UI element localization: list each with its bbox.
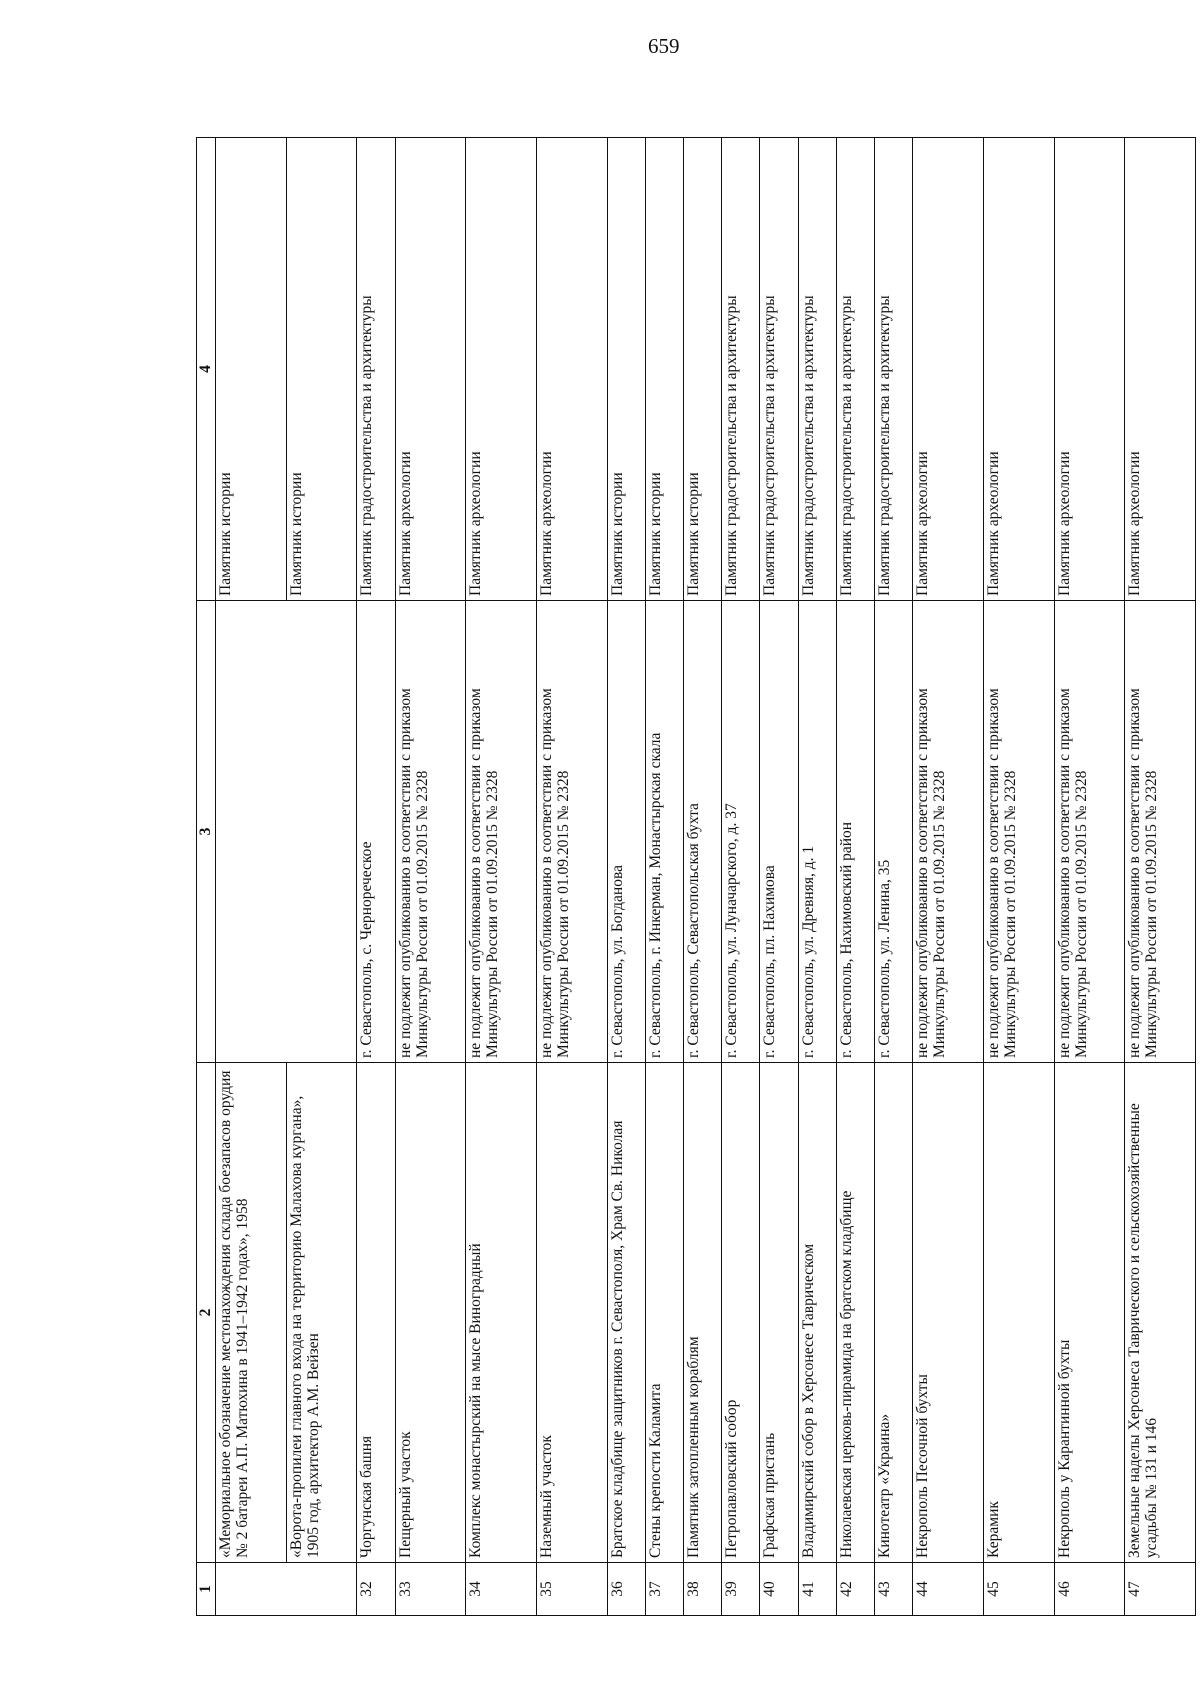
object-name-cell: Кинотеатр «Украина» (874, 1063, 912, 1563)
object-name-cell: Комплекс монастырский на мысе Виноградный (466, 1063, 537, 1563)
row-number-cell: 37 (645, 1563, 683, 1616)
table-row (722, 138, 760, 1616)
monuments-table (196, 137, 1196, 1616)
header-row (197, 138, 216, 1616)
address-cell: не подлежит опубликованию в соответствии с приказом Минкультуры России от 01.09.2015 № 2328 (1054, 601, 1125, 1063)
object-name-cell: Братское кладбище защитников г. Севастополя, Храм Св. Николая (607, 1063, 645, 1563)
object-name-cell: Пещерный участок (395, 1063, 466, 1563)
address-cell: г. Севастополь, с. Чернореческое (357, 601, 395, 1063)
row-number-cell: 44 (913, 1563, 984, 1616)
category-cell: Памятник истории (216, 138, 287, 601)
header-col-2: 2 (197, 1063, 216, 1563)
table-row (683, 138, 721, 1616)
category-cell: Памятник истории (286, 138, 357, 601)
object-name-cell: Земельные наделы Херсонеса Таврического и сельскохозяйственные усадьбы № 131 и 146 (1125, 1063, 1196, 1563)
row-number-cell: 47 (1125, 1563, 1196, 1616)
address-cell: не подлежит опубликованию в соответствии с приказом Минкультуры России от 01.09.2015 № 2328 (913, 601, 984, 1063)
table-row (836, 138, 874, 1616)
row-number-cell: 41 (798, 1563, 836, 1616)
address-cell: г. Севастополь, ул. Ленина, 35 (874, 601, 912, 1063)
row-number-cell: 35 (536, 1563, 607, 1616)
object-name-cell: Стены крепости Каламита (645, 1063, 683, 1563)
header-col-1: 1 (197, 1563, 216, 1616)
category-cell: Памятник градостроительства и архитектуры (722, 138, 760, 601)
object-name-cell: «Мемориальное обозначение местонахождения склада боезапасов орудия № 2 батареи А.П. Матюхина в 1941–1942 годах», 1958 (216, 1063, 287, 1563)
address-cell: г. Севастополь, пл. Нахимова (760, 601, 798, 1063)
category-cell: Памятник градостроительства и архитектуры (760, 138, 798, 601)
address-cell: г. Севастополь, Севастопольская бухта (683, 601, 721, 1063)
category-cell: Памятник истории (607, 138, 645, 601)
table-row (1125, 138, 1196, 1616)
table-row (798, 138, 836, 1616)
object-name-cell: Владимирский собор в Херсонесе Таврическом (798, 1063, 836, 1563)
object-name-cell: «Ворота-пропилеи главного входа на территорию Малахова кургана», 1905 год, архитектор А.М. Вейзен (286, 1063, 357, 1563)
category-cell: Памятник истории (683, 138, 721, 601)
table-body (216, 138, 1196, 1616)
table-row (395, 138, 466, 1616)
category-cell: Памятник градостроительства и архитектуры (798, 138, 836, 601)
object-name-cell: Петропавловский собор (722, 1063, 760, 1563)
table-row (536, 138, 607, 1616)
address-cell: г. Севастополь, ул. Древняя, д. 1 (798, 601, 836, 1063)
row-number-cell: 36 (607, 1563, 645, 1616)
category-cell: Памятник археологии (1054, 138, 1125, 601)
row-number-cell (216, 1563, 357, 1616)
object-name-cell: Николаевская церковь-пирамида на братском кладбище (836, 1063, 874, 1563)
row-number-cell: 33 (395, 1563, 466, 1616)
row-number-cell: 40 (760, 1563, 798, 1616)
header-col-4: 4 (197, 138, 216, 601)
table-row (1054, 138, 1125, 1616)
header-col-3: 3 (197, 601, 216, 1063)
address-cell: не подлежит опубликованию в соответствии с приказом Минкультуры России от 01.09.2015 № 2328 (536, 601, 607, 1063)
category-cell: Памятник археологии (395, 138, 466, 601)
category-cell: Памятник археологии (536, 138, 607, 601)
row-number-cell: 45 (983, 1563, 1054, 1616)
address-cell: г. Севастополь, г. Инкерман, Монастырская скала (645, 601, 683, 1063)
object-name-cell: Наземный участок (536, 1063, 607, 1563)
object-name-cell: Памятник затопленным кораблям (683, 1063, 721, 1563)
address-cell: не подлежит опубликованию в соответствии с приказом Минкультуры России от 01.09.2015 № 2328 (983, 601, 1054, 1063)
table-row (607, 138, 645, 1616)
row-number-cell: 32 (357, 1563, 395, 1616)
category-cell: Памятник градостроительства и архитектуры (874, 138, 912, 601)
category-cell: Памятник истории (645, 138, 683, 601)
category-cell: Памятник археологии (983, 138, 1054, 601)
rotated-table-container (196, 138, 1196, 1616)
row-number-cell: 46 (1054, 1563, 1125, 1616)
object-name-cell: Керамик (983, 1063, 1054, 1563)
address-cell: г. Севастополь, ул. Богданова (607, 601, 645, 1063)
object-name-cell: Чоргунская башня (357, 1063, 395, 1563)
address-cell: не подлежит опубликованию в соответствии с приказом Минкультуры России от 01.09.2015 № 2328 (1125, 601, 1196, 1063)
table-row (913, 138, 984, 1616)
address-cell: не подлежит опубликованию в соответствии с приказом Минкультуры России от 01.09.2015 № 2328 (466, 601, 537, 1063)
row-number-cell: 43 (874, 1563, 912, 1616)
table-row (983, 138, 1054, 1616)
object-name-cell: Графская пристань (760, 1063, 798, 1563)
address-cell: г. Севастополь, ул. Луначарского, д. 37 (722, 601, 760, 1063)
category-cell: Памятник градостроительства и архитектуры (357, 138, 395, 601)
object-name-cell: Некрополь у Карантинной бухты (1054, 1063, 1125, 1563)
table-row (216, 138, 287, 1616)
table-row (760, 138, 798, 1616)
row-number-cell: 42 (836, 1563, 874, 1616)
page-number: 659 (648, 34, 680, 58)
address-cell: г. Севастополь, Нахимовский район (836, 601, 874, 1063)
address-cell (216, 601, 357, 1063)
category-cell: Памятник археологии (1125, 138, 1196, 601)
category-cell: Памятник градостроительства и архитектуры (836, 138, 874, 601)
row-number-cell: 38 (683, 1563, 721, 1616)
category-cell: Памятник археологии (913, 138, 984, 601)
object-name-cell: Некрополь Песочной бухты (913, 1063, 984, 1563)
table-row (645, 138, 683, 1616)
category-cell: Памятник археологии (466, 138, 537, 601)
address-cell: не подлежит опубликованию в соответствии с приказом Минкультуры России от 01.09.2015 № 2328 (395, 601, 466, 1063)
table-row (466, 138, 537, 1616)
row-number-cell: 34 (466, 1563, 537, 1616)
table-row (874, 138, 912, 1616)
row-number-cell: 39 (722, 1563, 760, 1616)
table-row (357, 138, 395, 1616)
